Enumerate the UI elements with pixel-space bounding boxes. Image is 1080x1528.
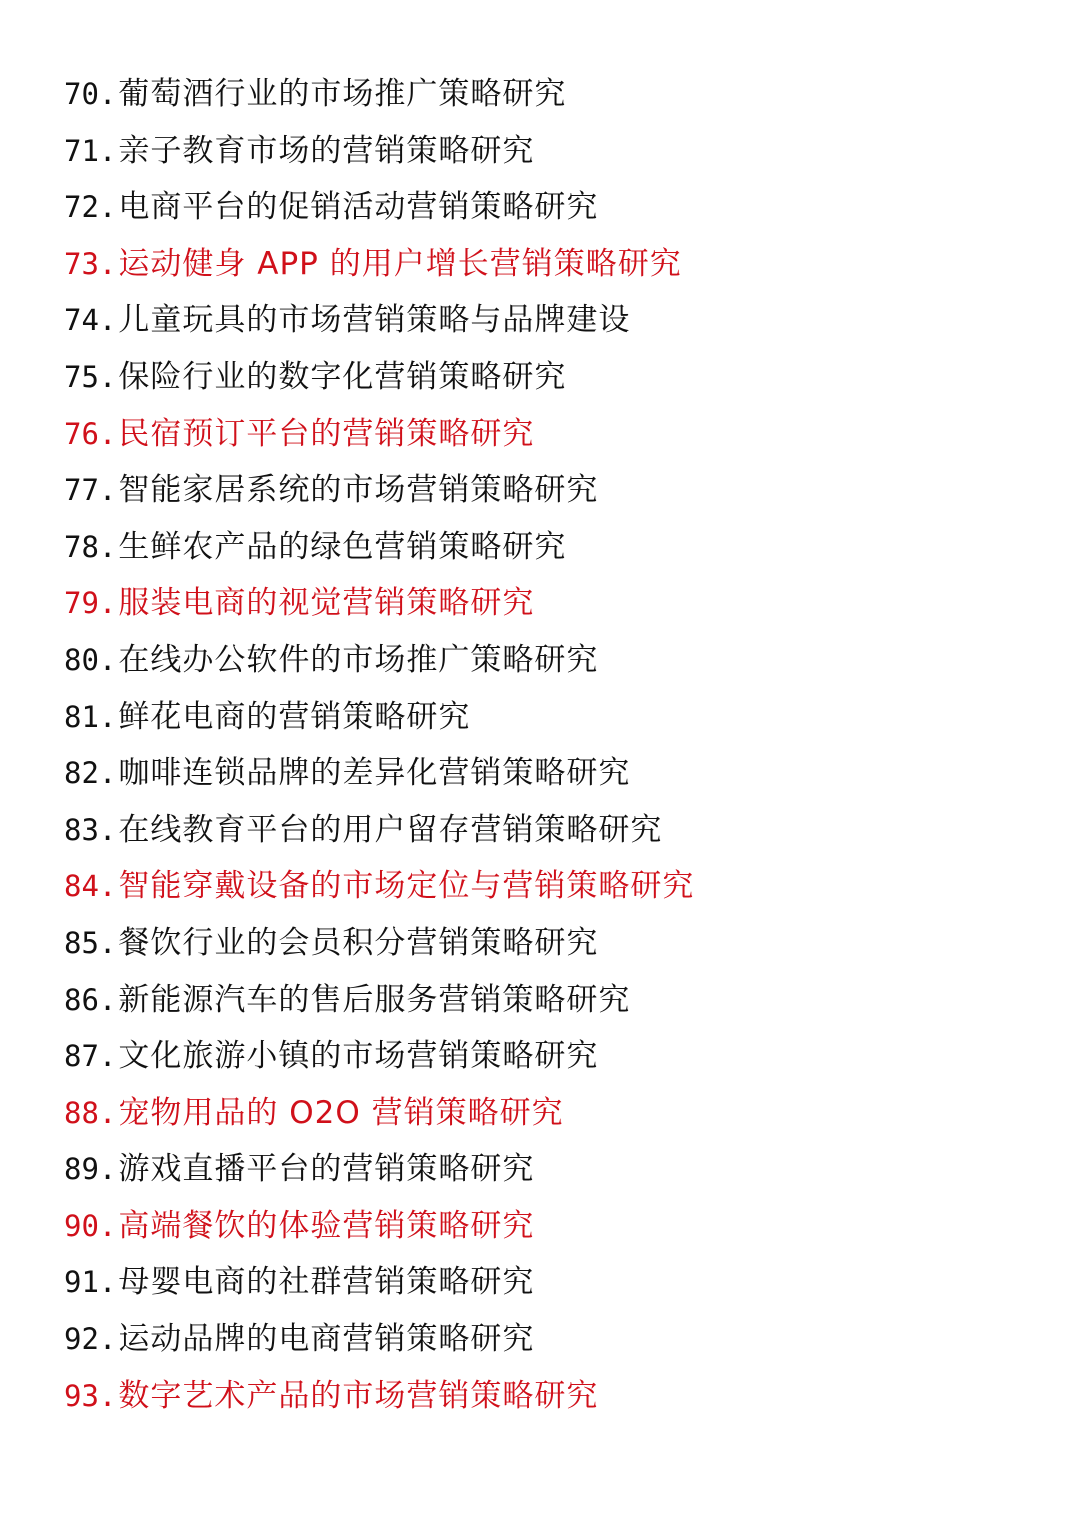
item-text: 儿童玩具的市场营销策略与品牌建设	[118, 302, 631, 339]
item-text: 高端餐饮的体验营销策略研究	[118, 1207, 535, 1244]
list-item	[64, 689, 694, 746]
list-item	[64, 1198, 694, 1255]
item-text: 运动品牌的电商营销策略研究	[118, 1321, 535, 1358]
item-number: 91.	[64, 1265, 117, 1300]
item-number: 79.	[64, 586, 117, 621]
list-item	[64, 575, 694, 632]
item-text: 文化旅游小镇的市场营销策略研究	[118, 1038, 599, 1075]
item-number: 93.	[64, 1378, 117, 1413]
item-number: 87.	[64, 1039, 117, 1074]
item-text: 母婴电商的社群营销策略研究	[118, 1264, 535, 1301]
item-text: 餐饮行业的会员积分营销策略研究	[118, 924, 599, 961]
list-item	[64, 1085, 694, 1142]
item-text: 运动健身 APP 的用户增长营销策略研究	[118, 245, 682, 282]
item-number: 84.	[64, 869, 117, 904]
list-item	[64, 1254, 694, 1311]
list-item	[64, 406, 694, 463]
item-text: 在线教育平台的用户留存营销策略研究	[118, 811, 663, 848]
item-number: 86.	[64, 982, 117, 1017]
list-item	[64, 802, 694, 859]
item-text: 民宿预订平台的营销策略研究	[118, 415, 535, 452]
list-item	[64, 972, 694, 1029]
list-item	[64, 236, 694, 293]
item-text: 服装电商的视觉营销策略研究	[118, 585, 535, 622]
item-text: 智能家居系统的市场营销策略研究	[118, 472, 599, 509]
item-number: 71.	[64, 133, 117, 168]
item-number: 77.	[64, 473, 117, 508]
item-number: 76.	[64, 416, 117, 451]
item-number: 88.	[64, 1095, 117, 1130]
item-number: 74.	[64, 303, 117, 338]
item-text: 鲜花电商的营销策略研究	[118, 698, 471, 735]
item-text: 保险行业的数字化营销策略研究	[118, 358, 567, 395]
list-item	[64, 745, 694, 802]
item-text: 数字艺术产品的市场营销策略研究	[118, 1377, 599, 1414]
item-text: 智能穿戴设备的市场定位与营销策略研究	[118, 868, 695, 905]
list-item	[64, 632, 694, 689]
item-number: 72.	[64, 190, 117, 225]
item-text: 游戏直播平台的营销策略研究	[118, 1151, 535, 1188]
item-number: 75.	[64, 359, 117, 394]
list-item	[64, 858, 694, 915]
list-item	[64, 1141, 694, 1198]
list-item	[64, 349, 694, 406]
item-number: 89.	[64, 1152, 117, 1187]
list-item	[64, 66, 694, 123]
item-text: 亲子教育市场的营销策略研究	[118, 132, 535, 169]
list-item	[64, 915, 694, 972]
item-number: 73.	[64, 246, 117, 281]
item-text: 电商平台的促销活动营销策略研究	[118, 189, 599, 226]
item-number: 83.	[64, 812, 117, 847]
item-number: 90.	[64, 1208, 117, 1243]
item-text: 生鲜农产品的绿色营销策略研究	[118, 528, 567, 565]
list-item	[64, 462, 694, 519]
item-text: 在线办公软件的市场推广策略研究	[118, 641, 599, 678]
list-item	[64, 1311, 694, 1368]
item-text: 咖啡连锁品牌的差异化营销策略研究	[118, 755, 631, 792]
list-item	[64, 292, 694, 349]
item-number: 92.	[64, 1322, 117, 1357]
item-number: 70.	[64, 77, 117, 111]
item-number: 81.	[64, 699, 117, 734]
list-item	[64, 1368, 694, 1425]
list-item	[64, 1028, 694, 1085]
item-number: 85.	[64, 925, 117, 960]
item-number: 82.	[64, 756, 117, 791]
item-number: 78.	[64, 529, 117, 564]
item-text: 葡萄酒行业的市场推广策略研究	[118, 76, 567, 112]
item-text: 新能源汽车的售后服务营销策略研究	[118, 981, 631, 1018]
list-item	[64, 519, 694, 576]
item-number: 80.	[64, 642, 117, 677]
list-item	[64, 179, 694, 236]
item-text: 宠物用品的 O2O 营销策略研究	[118, 1094, 564, 1131]
list-item	[64, 123, 694, 180]
topic-list	[64, 66, 694, 1424]
